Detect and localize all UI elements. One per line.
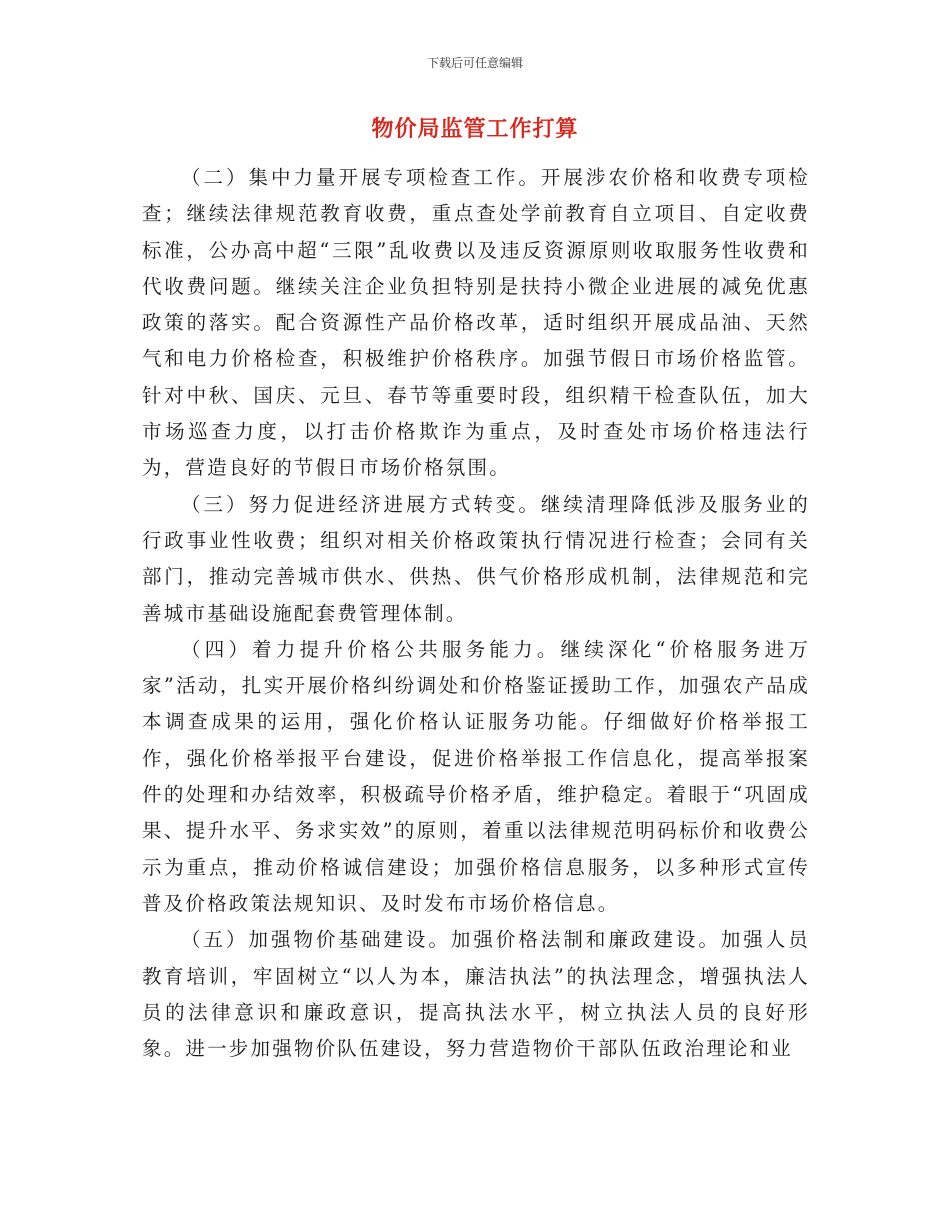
- paragraph-public-service: （四）着力提升价格公共服务能力。继续深化“价格服务进万家”活动，扎实开展价格纠纷调处和价格鉴证援助工作，加强农产品成本调查成果的运用，强化价格认证服务功能。仔细做好价格举报工作，强化价格举报平台建设，促进价格举报工作信息化，提高举报案件的处理和办结效率，积极疏导价格矛盾，维护稳定。着眼于“巩固成果、提升水平、务求实效”的原则，着重以法律规范明码标价和收费公示为重点，推动价格诚信建设；加强价格信息服务，以多种形式宣传普及价格政策法规知识、及时发布市场价格信息。: [142, 637, 810, 915]
- document-body: [142, 160, 810, 1067]
- document-title: 物价局监管工作打算: [371, 117, 579, 142]
- header-note: 下载后可任意编辑: [426, 56, 523, 70]
- paragraph-basic-construction: （五）加强物价基础建设。加强价格法制和廉政建设。加强人员教育培训，牢固树立“以人为本，廉洁执法”的执法理念，增强执法人员的法律意识和廉政意识，提高执法水平，树立执法人员的良好形象。进一步加强物价队伍建设，努力营造物价干部队伍政治理论和业: [142, 928, 810, 1061]
- paragraph-special-inspection: （二）集中力量开展专项检查工作。开展涉农价格和收费专项检查；继续法律规范教育收费，重点查处学前教育自立项目、自定收费标准，公办高中超“三限”乱收费以及违反资源原则收取服务性收费和代收费问题。继续关注企业负担特别是扶持小微企业进展的减免优惠政策的落实。配合资源性产品价格改革，适时组织开展成品油、天然气和电力价格检查，积极维护价格秩序。加强节假日市场价格监管。针对中秋、国庆、元旦、春节等重要时段，组织精干检查队伍，加大市场巡查力度，以打击价格欺诈为重点，及时查处市场价格违法行为，营造良好的节假日市场价格氛围。: [142, 166, 810, 480]
- paragraph-economic-transformation: （三）努力促进经济进展方式转变。继续清理降低涉及服务业的行政事业性收费；组织对相关价格政策执行情况进行检查；会同有关部门，推动完善城市供水、供热、供气价格形成机制，法律规范和完善城市基础设施配套费管理体制。: [142, 492, 810, 625]
